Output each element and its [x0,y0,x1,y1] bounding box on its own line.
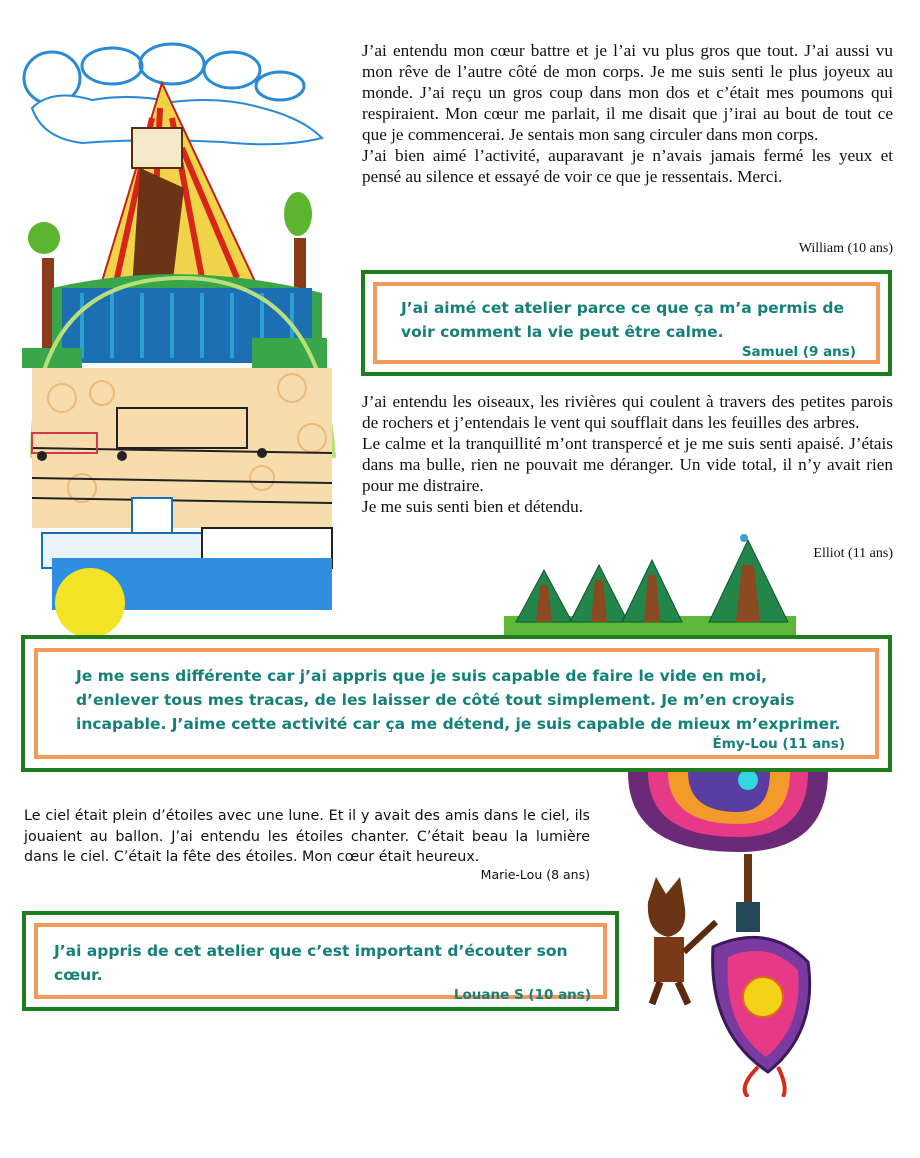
elliot-signature: Elliot (11 ans) [813,546,893,561]
emy-lou-quote-text: Je me sens différente car j’ai appris que je suis capable de faire le vide en moi, d’enlever tous mes tracas, de les laisser de côté tout simplement. Je m’en croyais incapable. J’aime cette activité car ça me détend, je suis capable de mieux m’exprimer. [76,667,841,733]
samuel-signature: Samuel (9 ans) [741,344,856,360]
louane-quote-text: J’ai appris de cet atelier que c’est important d’écouter son cœur. [54,942,568,984]
elliot-paragraph-2: Le calme et la tranquillité m’ont transpercé et je me suis senti apaisé. J’étais dans ma bulle, rien ne pouvait me déranger. Un vide total, il n’y avait rien pour me distraire. [362,434,893,495]
louane-quote-inner [34,923,607,1003]
emy-lou-quote-box [21,635,892,772]
elliot-paragraph-3: Je me suis senti bien et détendu. [362,497,584,516]
william-testimony [362,40,893,187]
louane-signature: Louane S (10 ans) [453,987,591,1003]
william-signature: William (10 ans) [798,241,893,256]
william-paragraph-1: J’ai entendu mon cœur battre et je l’ai vu plus gros que tout. J’ai aussi vu mon rêve de l’autre côté de mon corps. Je me suis senti le plus joyeux au monde. J’ai reçu un gros coup dans mon dos et c’était mes poumons qui respiraient. Mon cœur me parlait, il me disait que j’irai au bout de tout ce que je commencerai. Je sentais mon sang circuler dans mon corps. [362,41,893,144]
william-paragraph-2: J’ai bien aimé l’activité, auparavant je n’avais jamais fermé les yeux et pensé au silence et essayé de voir ce que je ressentais. Merci. [362,146,893,186]
samuel-quote-inner [373,282,880,364]
marie-lou-signature: Marie-Lou (8 ans) [480,867,590,882]
elliot-testimony [362,391,893,517]
emy-lou-signature: Émy-Lou (11 ans) [712,736,845,752]
samuel-quote-text: J’ai aimé cet atelier parce ce que ça m’a permis de voir comment la vie peut être calme. [401,299,845,341]
samuel-quote-box [361,270,892,376]
child-drawing-mandala-cat [618,772,838,1097]
child-drawing-volcano-landscape [22,38,340,638]
marie-lou-testimony: Le ciel était plein d’étoiles avec une lune. Et il y avait des amis dans le ciel, ils jouaient au ballon. J’ai entendu les étoiles chanter. C’était beau la lumière dans le ciel. C’était la fête des étoiles. Mon cœur était heureux. [24,808,590,865]
emy-lou-quote-inner [34,648,879,759]
elliot-paragraph-1: J’ai entendu les oiseaux, les rivières qui coulent à travers des petites parois de rochers et j’entendais le vent qui soufflait dans les feuilles des arbres. [362,392,893,432]
louane-quote-box [22,911,619,1011]
